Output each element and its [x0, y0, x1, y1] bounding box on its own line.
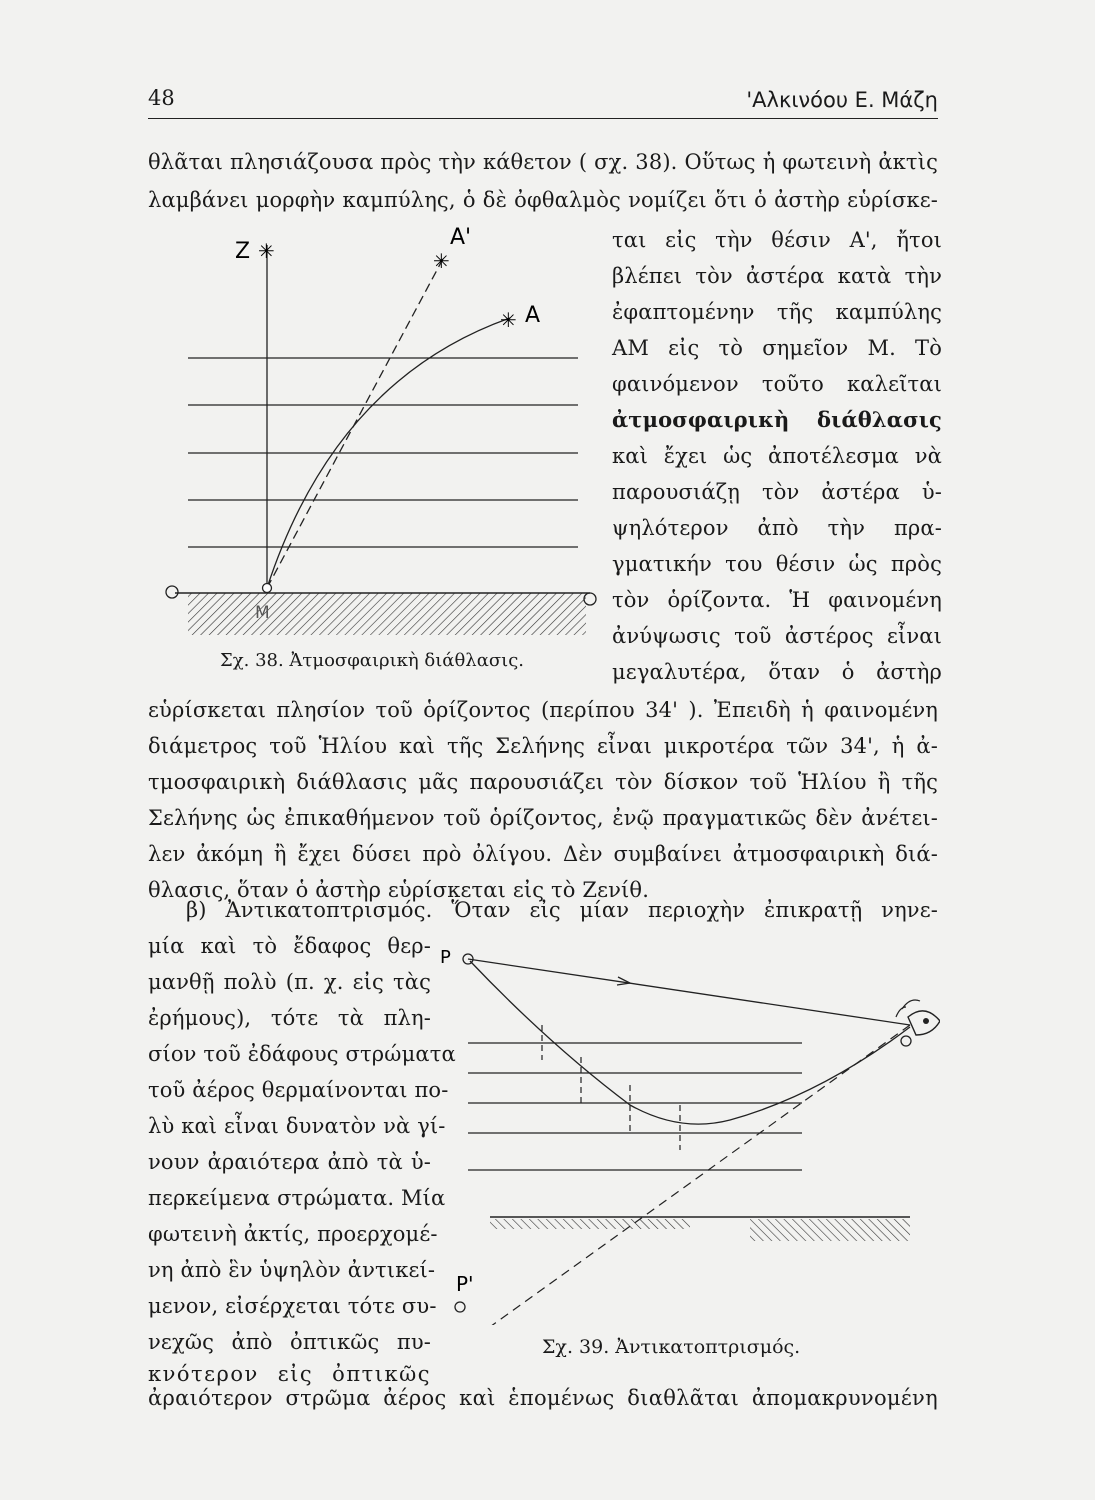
ground-hatching [188, 593, 586, 635]
label-o-right: O [590, 602, 591, 603]
ground-hatching [490, 1219, 690, 1229]
observer-point [263, 584, 272, 593]
text-line: τμοσφαιρικὴ διάθλασις μᾶς παρουσιάζει τὸν δίσκον τοῦ Ἡλίου ἢ τῆς [148, 770, 938, 794]
text-line: μανθῇ πολὺ (π. χ. εἰς τὰς [148, 970, 431, 994]
term-atmospheric-refraction: ἀτμοσφαιρικὴ διάθλασις [612, 407, 942, 432]
text-line: ἐρήμους), τότε τὰ πλη- [148, 1006, 431, 1030]
figure-39-caption: Σχ. 39. Ἀντικατοπτρισμός. [542, 1336, 801, 1358]
text-line: τὸν ὁρίζοντα. Ἡ φαινομένη [612, 588, 942, 612]
text-line: καὶ ἔχει ὡς ἀποτέλεσμα νὰ [612, 444, 942, 468]
text-line: βλέπει τὸν ἀστέρα κατὰ τὴν [612, 264, 942, 288]
page-number: 48 [148, 86, 175, 110]
text-line: ται εἰς τὴν θέσιν Α', ἤτοι [612, 228, 942, 252]
label-o-left: O [158, 602, 159, 603]
label-a-prime: A' [450, 225, 472, 250]
running-header [148, 82, 938, 119]
text-line: εὑρίσκεται πλησίον τοῦ ὁρίζοντος (περίπου 34' ). Ἐπειδὴ ἡ φαινομένη [148, 698, 938, 722]
text-line: μεγαλυτέρα, ὅταν ὁ ἀστὴρ [612, 660, 942, 684]
text-line: νεχῶς ἀπὸ ὀπτικῶς πυ- [148, 1330, 431, 1354]
label-p: P [440, 947, 451, 968]
text-line: ἀραιότερον στρῶμα ἀέρος καὶ ἑπομένως διαθλᾶται ἀπομακρυνομένη [148, 1386, 938, 1410]
label-p-prime: P' [456, 1272, 474, 1296]
text-line: περκείμενα στρώματα. Μία [148, 1186, 446, 1210]
figure-38-diagram [150, 210, 600, 650]
label-a: A [525, 303, 541, 328]
text-line: ἀνύψωσις τοῦ ἀστέρος εἶναι [612, 624, 942, 648]
text-line: κνότερον εἰς ὀπτικῶς [148, 1362, 431, 1386]
text-line: φωτεινὴ ἀκτίς, προερχομέ- [148, 1222, 438, 1246]
ground-hatching [750, 1219, 910, 1241]
text-line: μενον, εἰσέρχεται τότε συ- [148, 1294, 437, 1318]
text-line: φαινόμενον τοῦτο καλεῖται [612, 372, 942, 396]
text-line: σίον τοῦ ἐδάφους στρώματα [148, 1042, 456, 1066]
apparent-star-icon: ✳ [433, 249, 450, 273]
text-line: νουν ἀραιότερα ἀπὸ τὰ ὑ- [148, 1150, 431, 1174]
text-line: νη ἀπὸ ἓν ὑψηλὸν ἀντικεί- [148, 1258, 436, 1282]
label-m: M [255, 603, 270, 623]
true-star-icon: ✳ [500, 308, 517, 332]
text-line: λὺ καὶ εἶναι δυνατὸν νὰ γί- [148, 1114, 446, 1138]
image-point [455, 1302, 465, 1312]
text-line: τοῦ ἀέρος θερμαίνονται πο- [148, 1078, 449, 1102]
text-line: γματικήν του θέσιν ὡς πρὸς [612, 552, 942, 576]
zenith-star-icon: ✳ [258, 239, 275, 263]
observer-eye-icon [896, 1000, 940, 1046]
horizon-point-left [166, 586, 178, 598]
text-line: ψηλότερον ἀπὸ τὴν πρα- [612, 516, 942, 540]
label-z: Z [235, 239, 251, 264]
section-heading-mirage: β) Ἀντικατοπτρισμός. Ὅταν εἰς μίαν περιοχὴν ἐπικρατῇ νηνε- [186, 898, 938, 922]
text-line: θλᾶται πλησιάζουσα πρὸς τὴν κάθετον ( σχ. 38). Οὕτως ἡ φωτεινὴ ἀκτὶς [148, 150, 938, 174]
figure-38-caption: Σχ. 38. Ἀτμοσφαιρικὴ διάθλασις. [220, 650, 525, 671]
virtual-image-line [462, 1025, 910, 1325]
text-line: λαμβάνει μορφὴν καμπύλης, ὁ δὲ ὀφθαλμὸς νομίζει ὅτι ὁ ἀστὴρ εὑρίσκε- [148, 188, 938, 212]
direct-ray [468, 959, 910, 1025]
text-line: Σελήνης ὡς ἐπικαθήμενον τοῦ ὁρίζοντος, ἐνῷ πραγματικῶς δὲν ἀνέτει- [148, 806, 938, 830]
figure-39-diagram [440, 935, 940, 1325]
text-line: θλασις, ὅταν ὁ ἀστὴρ εὑρίσκεται εἰς τὸ Ζενίθ. [148, 878, 650, 902]
text-line: ἐφαπτομένην τῆς καμπύλης [612, 300, 942, 324]
running-title: 'Αλκινόου Ε. Μάζη [746, 88, 938, 112]
apparent-direction-line [267, 255, 445, 588]
text-line: μία καὶ τὸ ἔδαφος θερ- [148, 934, 431, 958]
text-line: ΑΜ εἰς τὸ σημεῖον Μ. Τὸ [612, 336, 942, 360]
text-line: λεν ἀκόμη ἢ ἔχει δύσει πρὸ ὀλίγου. Δὲν συμβαίνει ἀτμοσφαιρικὴ διά- [148, 842, 938, 866]
text-line: διάμετρος τοῦ Ἡλίου καὶ τῆς Σελήνης εἶναι μικροτέρα τῶν 34', ἡ ἀ- [148, 734, 938, 758]
text-line: παρουσιάζῃ τὸν ἀστέρα ὑ- [612, 480, 942, 504]
